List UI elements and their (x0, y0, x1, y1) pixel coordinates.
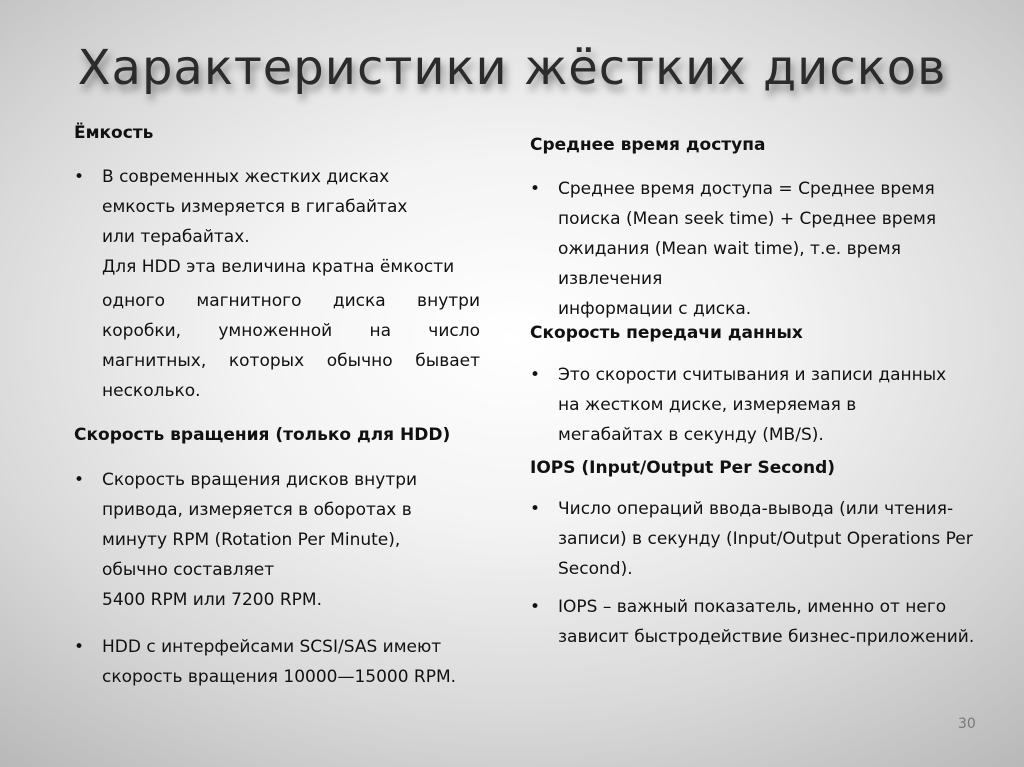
access-time-text: Среднее время доступа = Среднее время поиска (Mean seek time) + Среднее время ожидания (Mean wait time), т.е. время извлечения информации с диска. (558, 179, 937, 319)
rotation-bullet-2 (74, 632, 480, 696)
capacity-bullet-continuation (74, 286, 480, 410)
page-number: 30 (958, 716, 976, 732)
capacity-bullet (74, 162, 480, 277)
rotation-text-1: Скорость вращения дисков внутри привода, измеряется в оборотах в минуту RPM (Rotation Per Minute), обычно составляет 5400 RPM или 7200 RPM. (102, 470, 418, 610)
capacity-text-paragraph: одного магнитного диска внутри коробки, умноженной на число магнитных, которых обычно бывает несколько. (102, 291, 480, 401)
iops-text-1: Число операций ввода-вывода (или чтения- записи) в секунду (Input/Output Operations Per Second). (558, 499, 973, 579)
capacity-heading: Ёмкость (74, 123, 154, 143)
iops-heading: IOPS (Input/Output Per Second) (530, 458, 836, 478)
transfer-rate-bullet (530, 360, 1000, 450)
rotation-text-2: HDD с интерфейсами SCSI/SAS имеют скорость вращения 10000—15000 RPM. (102, 637, 457, 687)
bullet-dot-icon: • (530, 179, 541, 199)
bullet-dot-icon: • (74, 470, 85, 490)
access-time-bullet (530, 174, 1000, 319)
transfer-rate-text: Это скорости считывания и записи данных на жестком диске, измеряемая в мегабайтах в секунду (MB/S). (558, 365, 947, 445)
capacity-text-lines: В современных жестких дисках емкость измеряется в гигабайтах или терабайтах. Для HDD эта величина кратна ёмкости (102, 167, 455, 277)
bullet-dot-icon: • (530, 365, 541, 385)
access-time-heading: Среднее время доступа (530, 135, 766, 155)
iops-bullet-2 (530, 592, 1000, 654)
rotation-heading: Скорость вращения (только для HDD) (74, 425, 451, 445)
rotation-bullet-1 (74, 465, 480, 617)
bullet-dot-icon: • (74, 167, 85, 187)
transfer-rate-heading: Скорость передачи данных (530, 323, 803, 343)
iops-text-2: IOPS – важный показатель, именно от него зависит быстродействие бизнес-приложений. (558, 597, 975, 647)
bullet-dot-icon: • (530, 499, 541, 519)
iops-bullet-1 (530, 494, 1000, 582)
bullet-dot-icon: • (74, 637, 85, 657)
bullet-dot-icon: • (530, 597, 541, 617)
slide-title: Характеристики жёстких дисков (77, 40, 947, 96)
